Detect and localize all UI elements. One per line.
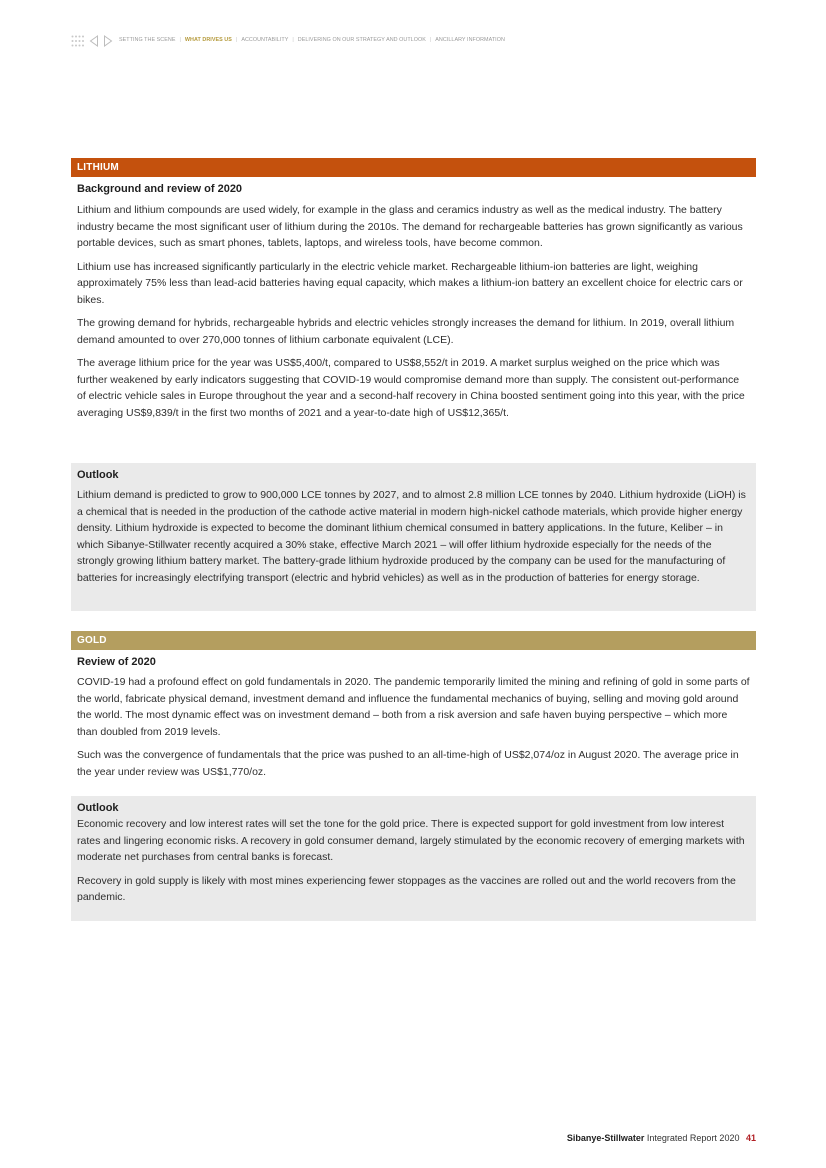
- gold-paragraph-2: Such was the convergence of fundamentals that the price was pushed to an all-time-high of US$2,074/oz in August 2020. The average price in the year under review was US$1,770/oz.: [77, 749, 739, 778]
- nav-delivering-on-strategy[interactable]: DELIVERING ON OUR STRATEGY AND OUTLOOK: [297, 37, 426, 43]
- page-number: 41: [745, 1133, 756, 1143]
- lithium-paragraph-2: Lithium use has increased significantly particularly in the electric vehicle market. Rechargeable lithium-ion batteries are light, weighing approximately 75% less than lead-acid batteries having equal capacity, which makes a lithium-ion battery an excellent choice for electric cars or bikes.: [77, 260, 743, 306]
- nav-separator: |: [179, 37, 181, 43]
- page-footer: [567, 1133, 756, 1143]
- nav-separator: |: [235, 37, 238, 43]
- gold-outlook-box: [71, 796, 756, 921]
- nav-separator: |: [429, 37, 432, 43]
- gold-section-header: GOLD: [71, 631, 756, 650]
- lithium-outlook-heading: Outlook: [77, 469, 119, 481]
- lithium-paragraph-4: The average lithium price for the year was US$5,400/t, compared to US$8,552/t in 2019. A market surplus weighed on the price which was further weakened by early indicators suggesting that COVID-19 would compromise demand more than supply. The consistent out-performance of electric vehicle sales in Europe throughout the year and a second-half recovery in China boosted sentiment going into this year, with the price averaging US$9,839/t in the first two months of 2021 and a year-to-date high of US$12,365/t.: [77, 357, 745, 419]
- section-nav-links: [119, 37, 505, 43]
- lithium-background-block: [71, 182, 756, 421]
- nav-what-drives-us[interactable]: WHAT DRIVES US: [184, 37, 232, 43]
- nav-accountability[interactable]: ACCOUNTABILITY: [241, 37, 289, 43]
- nav-separator: |: [292, 37, 294, 43]
- nav-setting-the-scene[interactable]: SETTING THE SCENE: [119, 37, 176, 43]
- lithium-section-header: LITHIUM: [71, 158, 756, 177]
- gold-paragraph-1: COVID-19 had a profound effect on gold fundamentals in 2020. The pandemic temporarily limited the mining and refining of gold in some parts of the world, fabricate physical demand, investment demand and influence the fundamental mechanics of buying, selling and moving gold around the world. The most dynamic effect was on investment demand – both from a risk aversion and safe haven buying perspective – which more than doubled from 2019 levels.: [77, 676, 750, 738]
- footer-brand: Sibanye-Stillwater: [566, 1133, 645, 1143]
- gold-review-block: [71, 655, 756, 780]
- gold-outlook-paragraph-1: Economic recovery and low interest rates will set the tone for the gold price. There is expected support for gold investment from low interest rates and lingering economic risks. A recovery in gold consumer demand, largely stimulated by the economic recovery of emerging markets with moderate net purchases from central banks is forecast.: [77, 818, 745, 863]
- footer-report-title: Integrated Report 2020: [646, 1133, 740, 1143]
- lithium-paragraph-3: The growing demand for hybrids, rechargeable hybrids and electric vehicles strongly increases the demand for lithium. In 2019, overall lithium demand amounted to over 270,000 tonnes of lithium carbonate equivalent (LCE).: [77, 317, 735, 346]
- lithium-outlook-paragraph: Lithium demand is predicted to grow to 900,000 LCE tonnes by 2027, and to almost 2.8 million LCE tonnes by 2040. Lithium hydroxide (LiOH) is a chemical that is needed in the production of the cathode active material in modern high-nickel cathode materials, which provide higher energy density. Lithium hydroxide is expected to become the dominant lithium chemical consumed in battery applications. In the future, Keliber – in which Sibanye-Stillwater recently acquired a 30% stake, effective March 2021 – will offer lithium hydroxide especially for the needs of the strongly growing lithium battery market. The battery-grade lithium hydroxide produced by the company can be used for the manufacturing of batteries for increasingly electrifying transport (electric and hybrid vehicles) as well as in the production of batteries for energy storage.: [77, 489, 746, 584]
- lithium-outlook-box: [71, 463, 756, 611]
- arrow-left-icon[interactable]: [89, 34, 99, 46]
- lithium-paragraph-1: Lithium and lithium compounds are used widely, for example in the glass and ceramics industry as well as the medical industry. The battery industry became the most significant user of lithium during the 2010s. The demand for rechargeable batteries has grown significantly as various portable devices, such as smart phones, tablets, laptops, and wireless tools, have become common.: [77, 204, 743, 249]
- arrow-right-icon[interactable]: [103, 34, 113, 46]
- gold-outlook-paragraph-2: Recovery in gold supply is likely with most mines experiencing fewer stoppages as the vaccines are rolled out and the world recovers from the pandemic.: [77, 874, 736, 903]
- nav-ancillary-information[interactable]: ANCILLARY INFORMATION: [435, 37, 505, 43]
- gold-review-heading: Review of 2020: [77, 656, 156, 668]
- lithium-background-heading: Background and review of 2020: [77, 183, 243, 195]
- gold-outlook-heading: Outlook: [77, 802, 119, 814]
- grid-menu-icon[interactable]: [71, 34, 84, 46]
- top-navigation: [71, 33, 505, 47]
